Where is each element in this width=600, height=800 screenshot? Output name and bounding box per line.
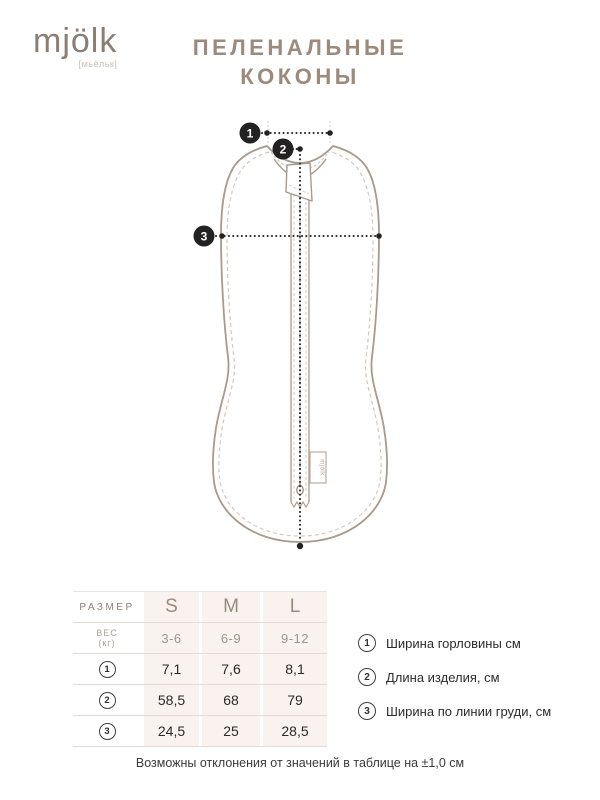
- weight-row: [73, 622, 327, 653]
- size-table: [73, 591, 327, 747]
- legend: [358, 634, 551, 736]
- row-1-s: 7,1: [144, 654, 199, 684]
- weight-m: 6-9: [202, 623, 260, 653]
- row-3-s: 24,5: [144, 716, 199, 746]
- tolerance-note: Возможны отклонения от значений в таблице на ±1,0 см: [135, 756, 465, 770]
- legend-2-marker: 2: [358, 668, 376, 686]
- swaddle-cocoon-diagram: [0, 100, 600, 580]
- marker-1-label: 1: [246, 126, 254, 141]
- row-3-l: 28,5: [263, 716, 327, 746]
- row-1-marker: 1: [99, 661, 116, 678]
- row-2-l: 79: [263, 685, 327, 715]
- marker-2-label: 2: [279, 142, 287, 157]
- legend-1-text: Ширина горловины см: [386, 635, 521, 651]
- size-s: S: [144, 592, 199, 622]
- size-label: РАЗМЕР: [79, 601, 135, 613]
- table-row: [73, 715, 327, 746]
- weight-l: 9-12: [263, 623, 327, 653]
- weight-label: ВЕС (кг): [96, 628, 118, 648]
- brand-tag-label: mjölk: [318, 459, 325, 476]
- row-1-l: 8,1: [263, 654, 327, 684]
- row-3-m: 25: [202, 716, 260, 746]
- table-row: [73, 653, 327, 684]
- weight-s: 3-6: [144, 623, 199, 653]
- row-2-m: 68: [202, 685, 260, 715]
- page-title-line1: ПЕЛЕНАЛЬНЫЕ: [192, 35, 408, 60]
- legend-2-text: Длина изделия, см: [386, 669, 500, 685]
- page-title: [0, 33, 600, 91]
- row-1-m: 7,6: [202, 654, 260, 684]
- legend-3-text: Ширина по линии груди, см: [386, 703, 552, 719]
- size-l: L: [263, 592, 327, 622]
- legend-item-3: [358, 702, 551, 720]
- brand-tag: [310, 452, 326, 483]
- marker-3-label: 3: [200, 229, 208, 244]
- page-title-line2: КОКОНЫ: [240, 64, 360, 89]
- row-2-s: 58,5: [144, 685, 199, 715]
- legend-item-2: [358, 668, 551, 686]
- row-2-marker: 2: [99, 692, 116, 709]
- legend-3-marker: 3: [358, 702, 376, 720]
- table-header-row: [73, 592, 327, 622]
- legend-1-marker: 1: [358, 634, 376, 652]
- size-m: M: [202, 592, 260, 622]
- row-3-marker: 3: [99, 723, 116, 740]
- legend-item-1: [358, 634, 551, 652]
- table-row: [73, 684, 327, 715]
- brand-logo-subtext: [мьёльк]: [78, 59, 118, 69]
- brand-logo-text: mjölk: [33, 22, 118, 60]
